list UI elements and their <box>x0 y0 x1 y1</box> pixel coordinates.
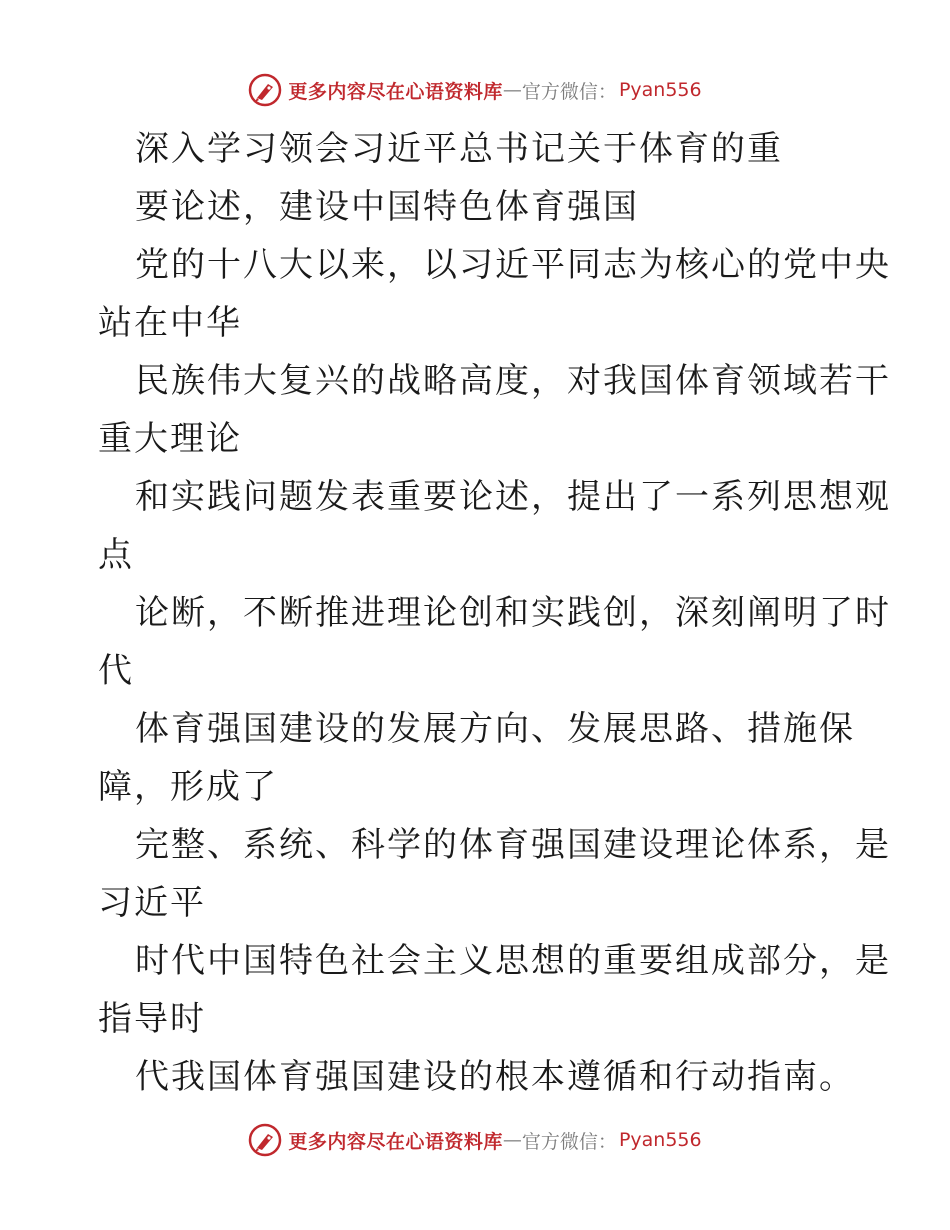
text-line: 习近平 <box>98 883 206 923</box>
banner-brand-text: 更多内容尽在心语资料库 <box>288 1130 503 1153</box>
text-line: 站在中华 <box>98 303 242 343</box>
banner-brand-text: 更多内容尽在心语资料库 <box>288 80 503 103</box>
text-line: 完整、系统、科学的体育强国建设理论体系，是 <box>135 825 891 865</box>
text-line: 障，形成了 <box>98 767 278 807</box>
text-line: 重大理论 <box>98 419 242 459</box>
document-body <box>98 120 891 1106</box>
text-line: 民族伟大复兴的战略高度，对我国体育领域若干 <box>135 361 891 401</box>
banner-wechat-label: 官方微信： <box>521 1130 617 1153</box>
text-line: 代我国体育强国建设的根本遵循和行动指南。 <box>135 1057 855 1097</box>
text-line: 论断，不断推进理论创和实践创，深刻阐明了时 <box>135 593 891 633</box>
text-line: 要论述，建设中国特色体育强国 <box>135 187 639 227</box>
text-line: 点 <box>98 535 134 575</box>
text-line: 代 <box>98 651 134 691</box>
text-line: 和实践问题发表重要论述，提出了一系列思想观 <box>135 477 891 517</box>
text-line: 指导时 <box>98 999 206 1039</box>
banner-separator: — <box>502 1129 522 1151</box>
pen-nib-logo-icon <box>248 73 282 107</box>
text-line: 深入学习领会习近平总书记关于体育的重 <box>135 129 783 169</box>
banner-wechat-handle: Pyan556 <box>618 1129 702 1151</box>
banner-wechat-label: 官方微信： <box>521 80 617 103</box>
banner-wechat-handle: Pyan556 <box>618 79 702 101</box>
text-line: 体育强国建设的发展方向、发展思路、措施保 <box>135 709 855 749</box>
pen-nib-logo-icon <box>248 1123 282 1157</box>
banner-separator: — <box>502 79 522 101</box>
header-banner <box>0 70 950 110</box>
text-line: 党的十八大以来，以习近平同志为核心的党中央 <box>135 245 891 285</box>
text-line: 时代中国特色社会主义思想的重要组成部分，是 <box>135 941 891 981</box>
footer-banner <box>0 1120 950 1160</box>
